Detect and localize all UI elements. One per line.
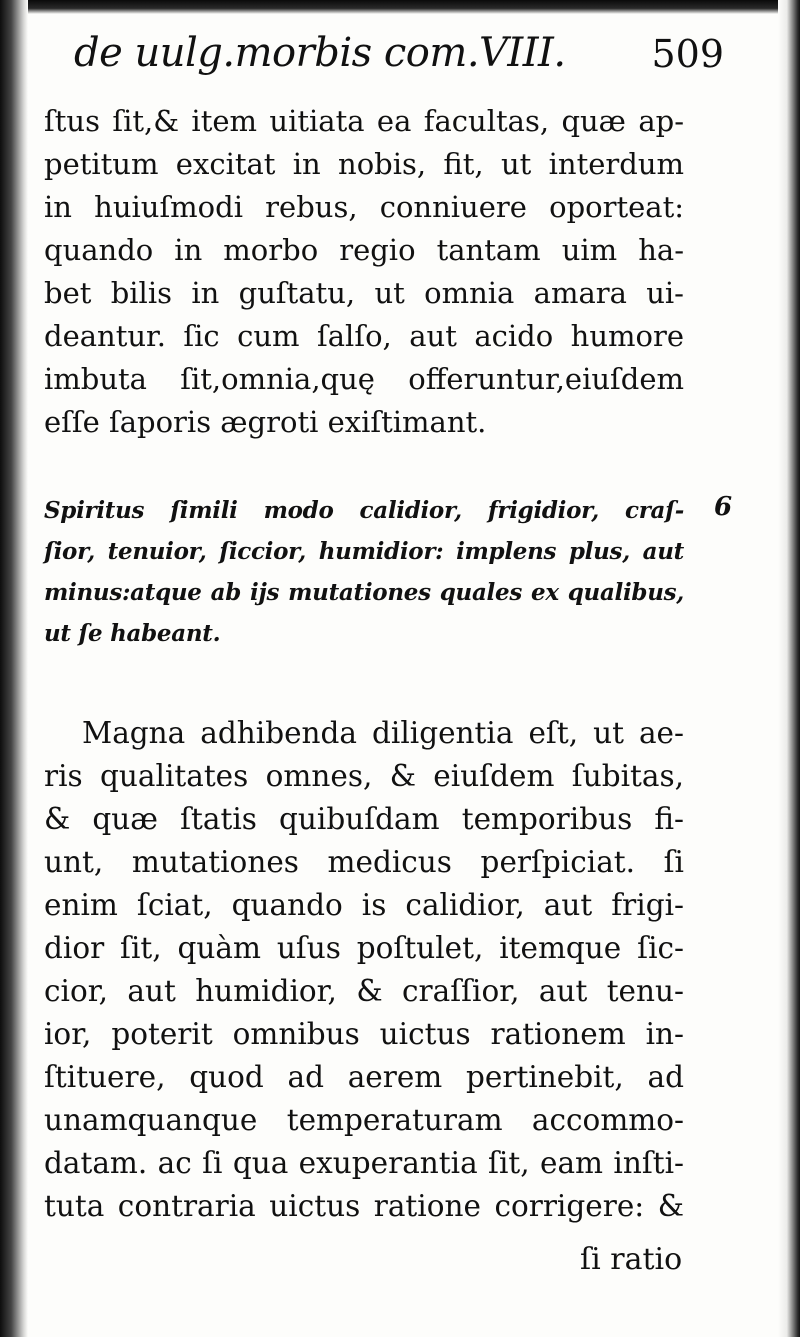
- text-line: Spiritus ſimili modo calidior, frigidior, craſ-: [44, 497, 684, 524]
- text-line: ut ſe habeant.: [44, 620, 221, 647]
- text-line: petitum excitat in nobis, fit, ut interdum: [44, 147, 684, 181]
- text-line: cior, aut humidior, & craſſior, aut tenu-: [44, 974, 684, 1008]
- aphorism-text: [44, 490, 684, 654]
- gutter-shadow: [0, 0, 28, 1337]
- text-line: eſſe ſaporis ægroti exiſtimant.: [44, 405, 487, 439]
- text-line: imbuta ſit,omnia,quę offeruntur,eiuſdem: [44, 362, 684, 396]
- text-line: in huiuſmodi rebus, conniuere oporteat:: [44, 190, 684, 224]
- page-edge: [778, 0, 800, 1337]
- text-line: ſtituere, quod ad aerem pertinebit, ad: [44, 1060, 684, 1094]
- scan-top-shadow: [0, 0, 800, 14]
- page-number: 509: [651, 32, 724, 76]
- text-line: tuta contraria uictus ratione corrigere: &: [44, 1189, 684, 1223]
- paragraph-commentary-2: [44, 712, 684, 1228]
- text-line: & quæ ſtatis quibuſdam temporibus fi-: [44, 802, 684, 836]
- text-line: unamquanque temperaturam accommo-: [44, 1103, 684, 1137]
- running-head-title: de uulg.morbis com.VIII.: [74, 30, 566, 76]
- text-line: minus:atque ab ijs mutationes quales ex qualibus,: [44, 579, 684, 606]
- text-line: quando in morbo regio tantam uim ha-: [44, 233, 684, 267]
- text-line: ior, poterit omnibus uictus rationem in-: [44, 1017, 684, 1051]
- running-head: [74, 30, 724, 90]
- margin-number: 6: [714, 492, 733, 522]
- text-line: datam. ac ſi qua exuperantia ſit, eam inſti-: [44, 1146, 684, 1180]
- text-line: deantur. ſic cum ſalſo, aut acido humore: [44, 319, 684, 353]
- text-line: ris qualitates omnes, & eiuſdem ſubitas,: [44, 759, 684, 793]
- catchword: ſi ratio: [580, 1242, 683, 1277]
- text-line: unt, mutationes medicus perſpiciat. ſi: [44, 845, 684, 879]
- text-line: ſior, tenuior, ſiccior, humidior: implens plus, aut: [44, 538, 684, 565]
- text-line: bet bilis in guſtatu, ut omnia amara ui-: [44, 276, 684, 310]
- text-line: dior ſit, quàm uſus poſtulet, itemque ſic-: [44, 931, 684, 965]
- text-line: Magna adhibenda diligentia eſt, ut ae-: [82, 716, 684, 750]
- text-line: ſtus ſit,& item uitiata ea facultas, quæ ap-: [44, 104, 684, 138]
- paragraph-commentary-1: [44, 100, 684, 444]
- text-line: enim ſciat, quando is calidior, aut frigi-: [44, 888, 684, 922]
